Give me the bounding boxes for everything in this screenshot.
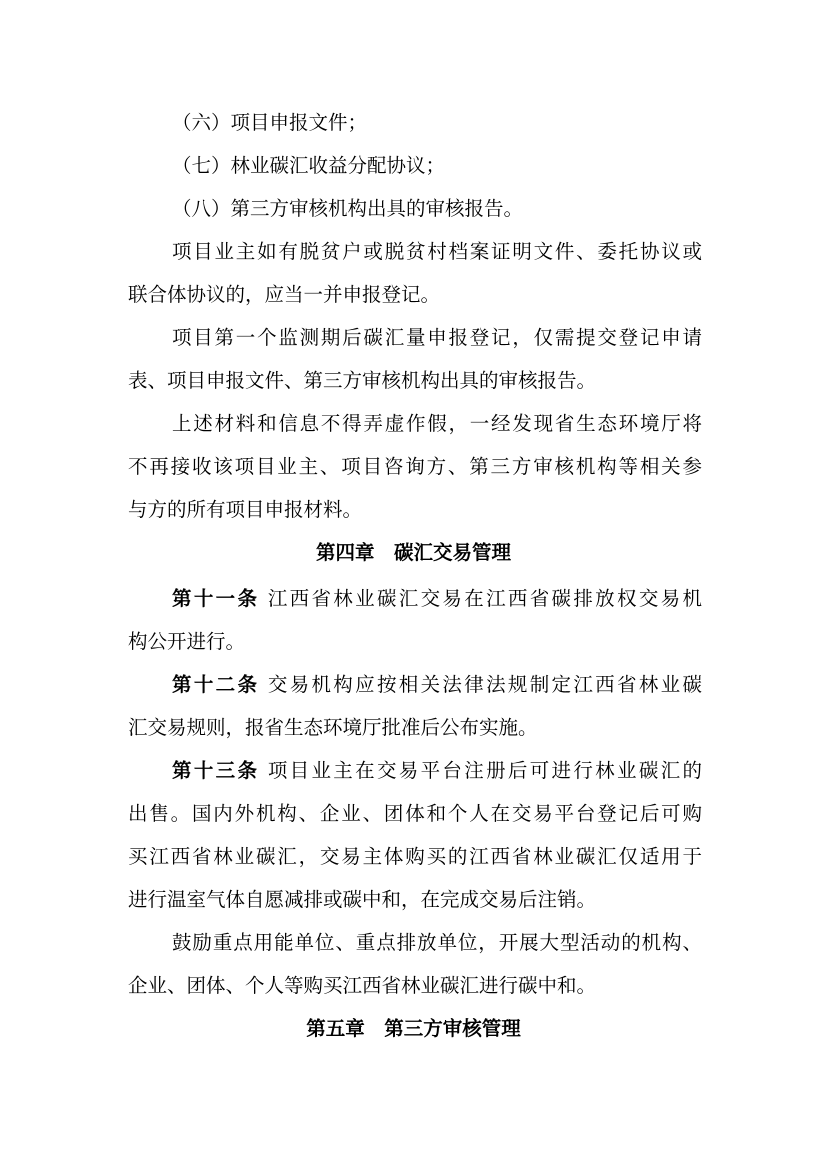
paragraph-line: 企业、团体、个人等购买江西省林业碳汇进行碳中和。 [128,974,597,997]
paragraph-line: 进行温室气体自愿减排或碳中和，在完成交易后注销。 [128,888,597,911]
paragraph-line: 汇交易规则，报省生态环境厅批准后公布实施。 [128,716,538,739]
article-13-line [172,758,702,784]
paragraph-line: 构公开进行。 [128,630,246,653]
paragraph-line: 项目业主如有脱贫户或脱贫村档案证明文件、委托协议或 [172,240,702,263]
paragraph-line: 联合体协议的，应当一并申报登记。 [128,283,441,306]
article-12-line [172,672,702,698]
paragraph-line: 与方的所有项目申报材料。 [128,498,363,521]
list-item-7: （七）林业碳汇收益分配协议； [172,154,446,177]
article-13-text: 项目业主在交易平台注册后可进行林业碳汇的 [267,759,702,782]
list-item-6: （六）项目申报文件； [172,111,368,134]
paragraph-line: 鼓励重点用能单位、重点排放单位，开展大型活动的机构、 [172,931,702,954]
article-12-label: 第十二条 [172,673,260,696]
paragraph-line: 出售。国内外机构、企业、团体和个人在交易平台登记后可购 [128,802,702,825]
chapter-5-heading: 第五章 第三方审核管理 [306,1017,521,1040]
article-11-text: 江西省林业碳汇交易在江西省碳排放权交易机 [267,587,702,610]
article-13-label: 第十三条 [172,759,260,782]
paragraph-line: 买江西省林业碳汇，交易主体购买的江西省林业碳汇仅适用于 [128,845,702,868]
paragraph-line: 不再接收该项目业主、项目咨询方、第三方审核机构等相关参 [128,455,702,478]
article-12-text: 交易机构应按相关法律法规制定江西省林业碳 [267,673,702,696]
list-item-8: （八）第三方审核机构出具的审核报告。 [172,197,524,220]
paragraph-line: 上述材料和信息不得弄虚作假，一经发现省生态环境厅将 [172,412,702,435]
paragraph-line: 项目第一个监测期后碳汇量申报登记，仅需提交登记申请 [172,326,702,349]
article-11-label: 第十一条 [172,587,260,610]
article-11-line [172,586,702,612]
paragraph-line: 表、项目申报文件、第三方审核机构出具的审核报告。 [128,369,597,392]
chapter-4-heading: 第四章 碳汇交易管理 [315,541,511,564]
